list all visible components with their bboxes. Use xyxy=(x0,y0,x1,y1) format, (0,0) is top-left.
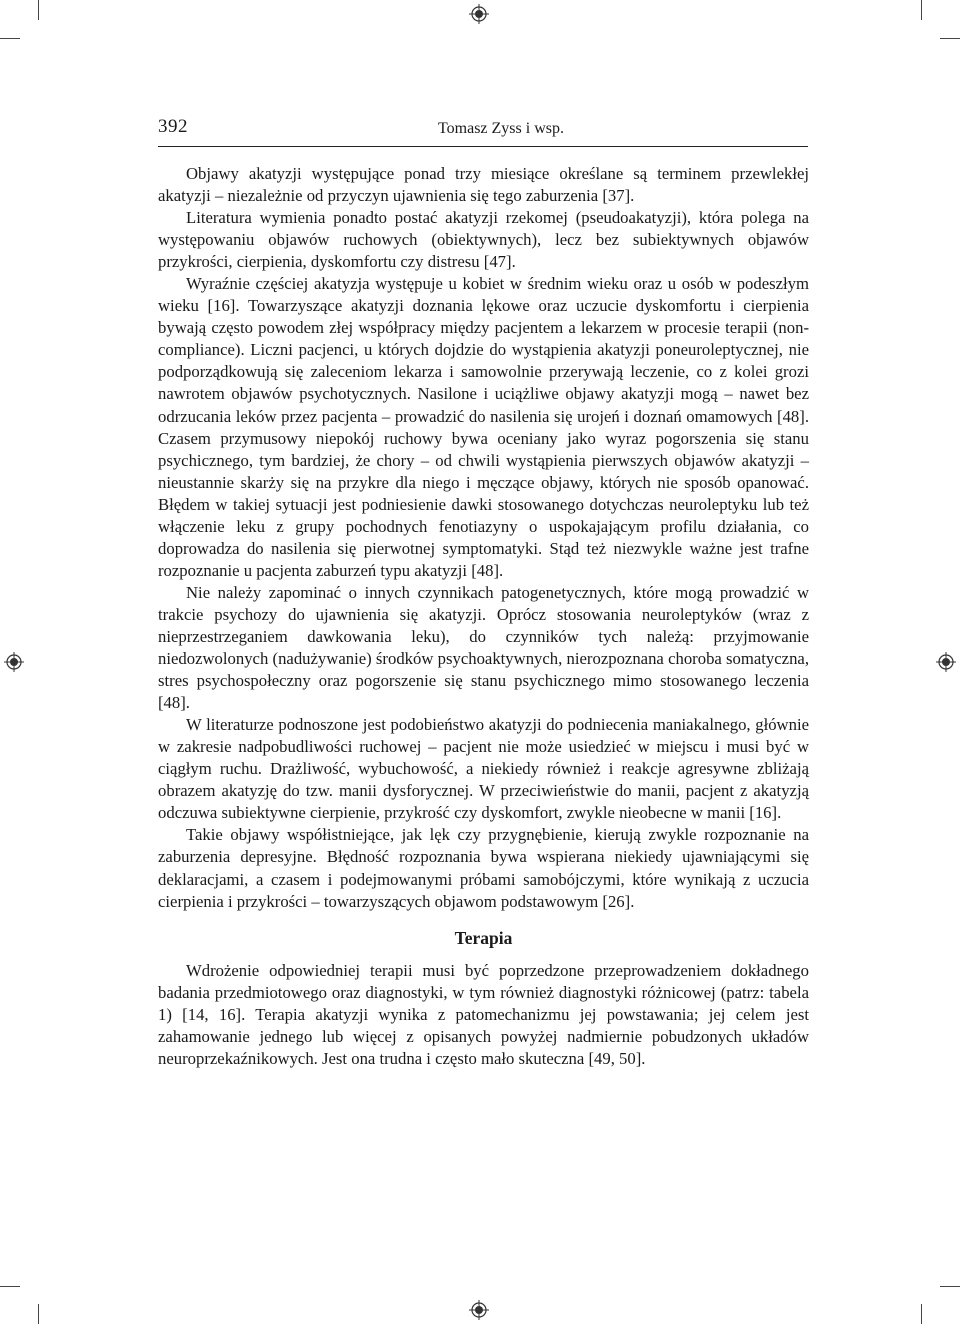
section-heading: Terapia xyxy=(454,927,513,948)
paragraph: Wdrożenie odpowiedniej terapii musi być poprzedzone przeprowadzeniem dokładnego badania przedmiotowego oraz diagnostyki, w tym również diagnostyki różnicowej (patrz: tabela 1) [14, 16]. Terapia akatyzji wynika z patomechanizmu jej powstawania; jej celem jest zahamowanie jednego lub więcej z opisanych powyżej nadmiernie pobudzonych układów neuroprzekaźnikowych. Jest ona trudna i często mało skuteczna [49, 50]. xyxy=(158,960,809,1068)
running-head: Tomasz Zyss i wsp. xyxy=(438,120,564,137)
registration-mark-icon xyxy=(4,652,24,672)
paragraph: Objawy akatyzji występujące ponad trzy miesiące określane są terminem przewlekłej akatyzji – niezależnie od przyczyn ujawnienia się tego zaburzenia [37]. xyxy=(158,164,809,206)
paragraph: Literatura wymienia ponadto postać akatyzji rzekomej (pseudoakatyzji), która polega na występowaniu objawów ruchowych (obiektywnych), lecz bez subiektywnych objawów przykrości, cierpienia, dyskomfortu czy distresu [47]. xyxy=(158,208,809,272)
crop-mark-bottom-right-horizontal xyxy=(940,1286,960,1287)
registration-mark-icon xyxy=(469,4,489,24)
page-number: 392 xyxy=(158,116,188,137)
crop-mark-bottom-left xyxy=(38,1304,39,1324)
registration-mark-icon xyxy=(936,652,956,672)
crop-mark-top-left xyxy=(38,0,39,20)
crop-mark-bottom-left-horizontal xyxy=(0,1286,20,1287)
page-header xyxy=(158,116,808,147)
crop-mark-top-right-horizontal xyxy=(940,38,960,39)
paragraph: Nie należy zapominać o innych czynnikach patogenetycznych, które mogą prowadzić w trakcie psychozy do ujawnienia się akatyzji. Oprócz stosowania neuroleptyków (wraz z nieprzestrzeganiem dawkowania leku), do czynników tych należą: przyjmowanie niedozwolonych (nadużywanie) środków psychoaktywnych, nierozpoznana choroba somatyczna, stres psychospołeczny oraz pogorszenie się stanu psychicznego mimo stosowanego leczenia [48]. xyxy=(158,582,809,713)
crop-mark-top-right xyxy=(921,0,922,20)
crop-mark-bottom-right xyxy=(921,1304,922,1324)
article-body xyxy=(158,163,809,1070)
paragraph: Takie objawy współistniejące, jak lęk czy przygnębienie, kierują zwykle rozpoznanie na zaburzenia depresyjne. Błędność rozpoznania bywa wspierana niekiedy ujawniającymi się deklaracjami, a czasem i podejmowanymi próbami samobójczymi, które wynikają z uczucia cierpienia i przykrości – towarzyszących objawom podstawowym [26]. xyxy=(158,825,809,911)
crop-mark-top-left-horizontal xyxy=(0,38,20,39)
registration-mark-icon xyxy=(469,1300,489,1320)
paragraph: Wyraźnie częściej akatyzja występuje u kobiet w średnim wieku oraz u osób w podeszłym wieku [16]. Towarzyszące akatyzji doznania lękowe oraz uczucie dyskomfortu i cierpienia bywają często powodem złej współpracy między pacjentem a lekarzem w procesie terapii (non-compliance). Liczni pacjenci, u których dojdzie do wystąpienia akatyzji poneuroleptycznej, nie podporządkowują się zaleceniom lekarza i samowolnie przerywają leczenie, co z kolei grozi nawrotem objawów psychotycznych. Nasilone i uciążliwe objawy akatyzji mogą – nawet bez odrzucania leków przez pacjenta – prowadzić do nasilenia się urojeń i doznań omamowych [48]. Czasem przymusowy niepokój ruchowy bywa oceniany jako wyraz pogorszenia się stanu psychicznego, tym bardziej, że chory – od chwili wystąpienia pierwszych objawów akatyzji – nieustannie skarży się na przykre dla niego i męczące objawy, których nie sposób opanować. Błędem w takiej sytuacji jest podniesienie dawki stosowanego dotychczas neuroleptyku lub też włączenie leku z grupy pochodnych fenotiazyny o uspokajającym profilu działania, co doprowadza do nasilenia się pierwotnej symptomatyki. Stąd też niezwykle ważne jest trafne rozpoznanie u pacjenta zaburzeń typu akatyzji [48]. xyxy=(158,274,809,580)
paragraph: W literaturze podnoszone jest podobieństwo akatyzji do podniecenia maniakalnego, głównie w zakresie nadpobudliwości ruchowej – pacjent nie może usiedzieć w miejscu i musi być w ciągłym ruchu. Drażliwość, wybuchowość, a niekiedy również i reakcje agresywne zbliżają obrazem akatyzję do tzw. manii dysforycznej. W przeciwieństwie do manii, pacjent z akatyzją odczuwa subiektywne cierpienie, przykrość czy dyskomfort, zwykle nieobecne w manii [16]. xyxy=(158,715,809,823)
